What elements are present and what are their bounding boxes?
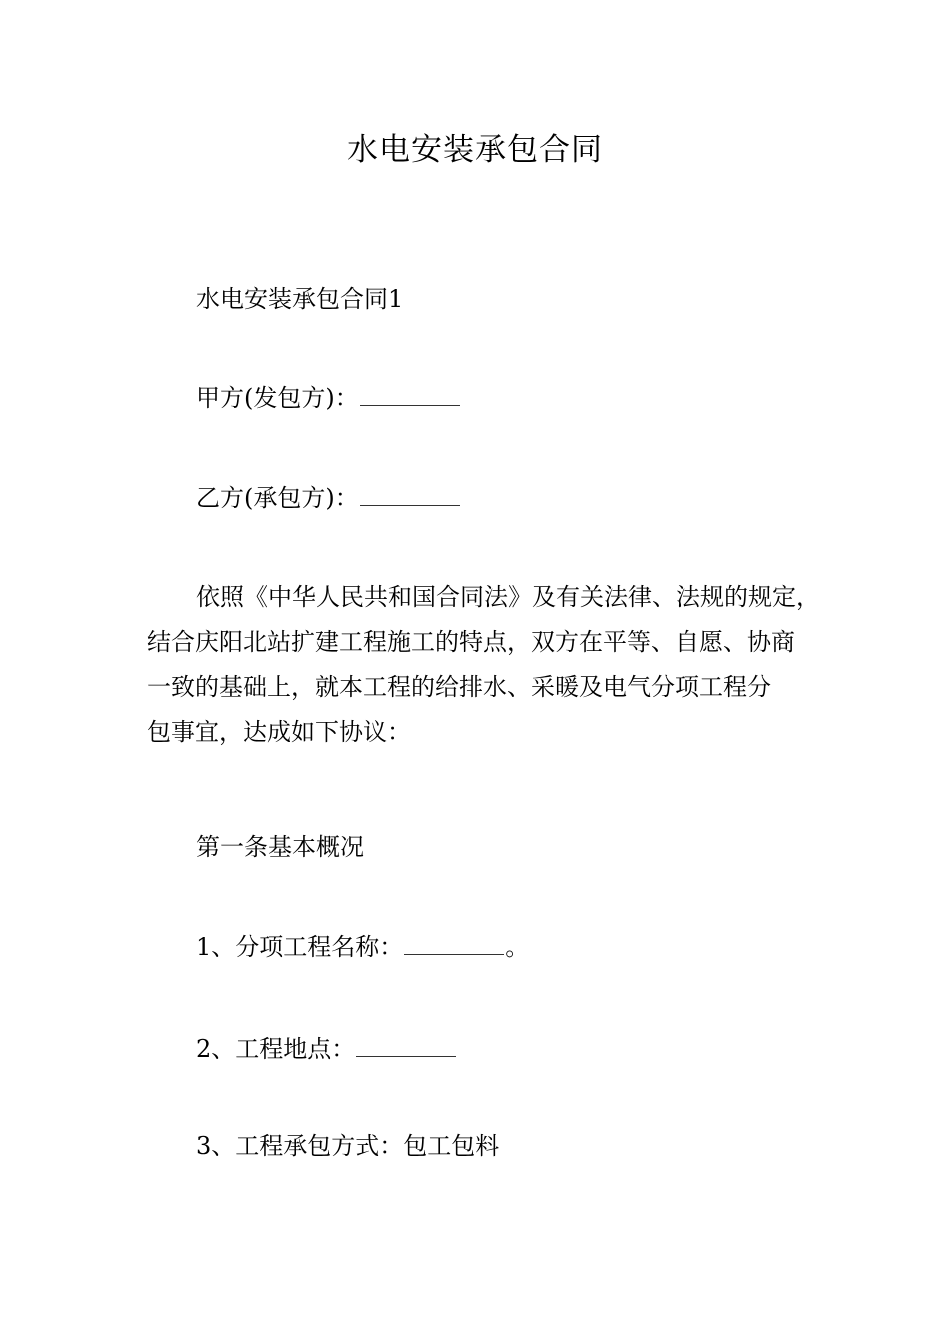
- item-1-suffix: 。: [505, 933, 530, 961]
- item-1-label: 1、分项工程名称：: [196, 933, 404, 961]
- document-title: 水电安装承包合同: [347, 132, 603, 168]
- item-2-line: [147, 1027, 876, 1072]
- intro-line-4: 包事宜，达成如下协议：: [147, 718, 411, 746]
- party-b-label: 乙方(承包方)：: [196, 484, 359, 512]
- item-1-line: [147, 925, 876, 970]
- party-b-line: [147, 476, 876, 521]
- contract-subtitle: 水电安装承包合同1: [196, 285, 404, 313]
- item-3-line: 3、工程承包方式：包工包料: [196, 1132, 500, 1160]
- item-1-blank: [404, 930, 504, 955]
- intro-paragraph: [147, 575, 827, 755]
- party-a-label: 甲方(发包方)：: [196, 384, 359, 412]
- item-2-blank: [356, 1032, 456, 1057]
- party-a-line: [147, 376, 876, 421]
- intro-line-1: 依照《中华人民共和国合同法》及有关法律、法规的规定，: [196, 583, 820, 611]
- intro-line-3: 一致的基础上，就本工程的给排水、采暖及电气分项工程分: [147, 673, 771, 701]
- item-2-label: 2、工程地点：: [196, 1035, 356, 1063]
- article-1-heading: 第一条基本概况: [196, 833, 364, 861]
- party-a-blank: [360, 381, 460, 406]
- party-b-blank: [360, 481, 460, 506]
- intro-line-2: 结合庆阳北站扩建工程施工的特点，双方在平等、自愿、协商: [147, 628, 795, 656]
